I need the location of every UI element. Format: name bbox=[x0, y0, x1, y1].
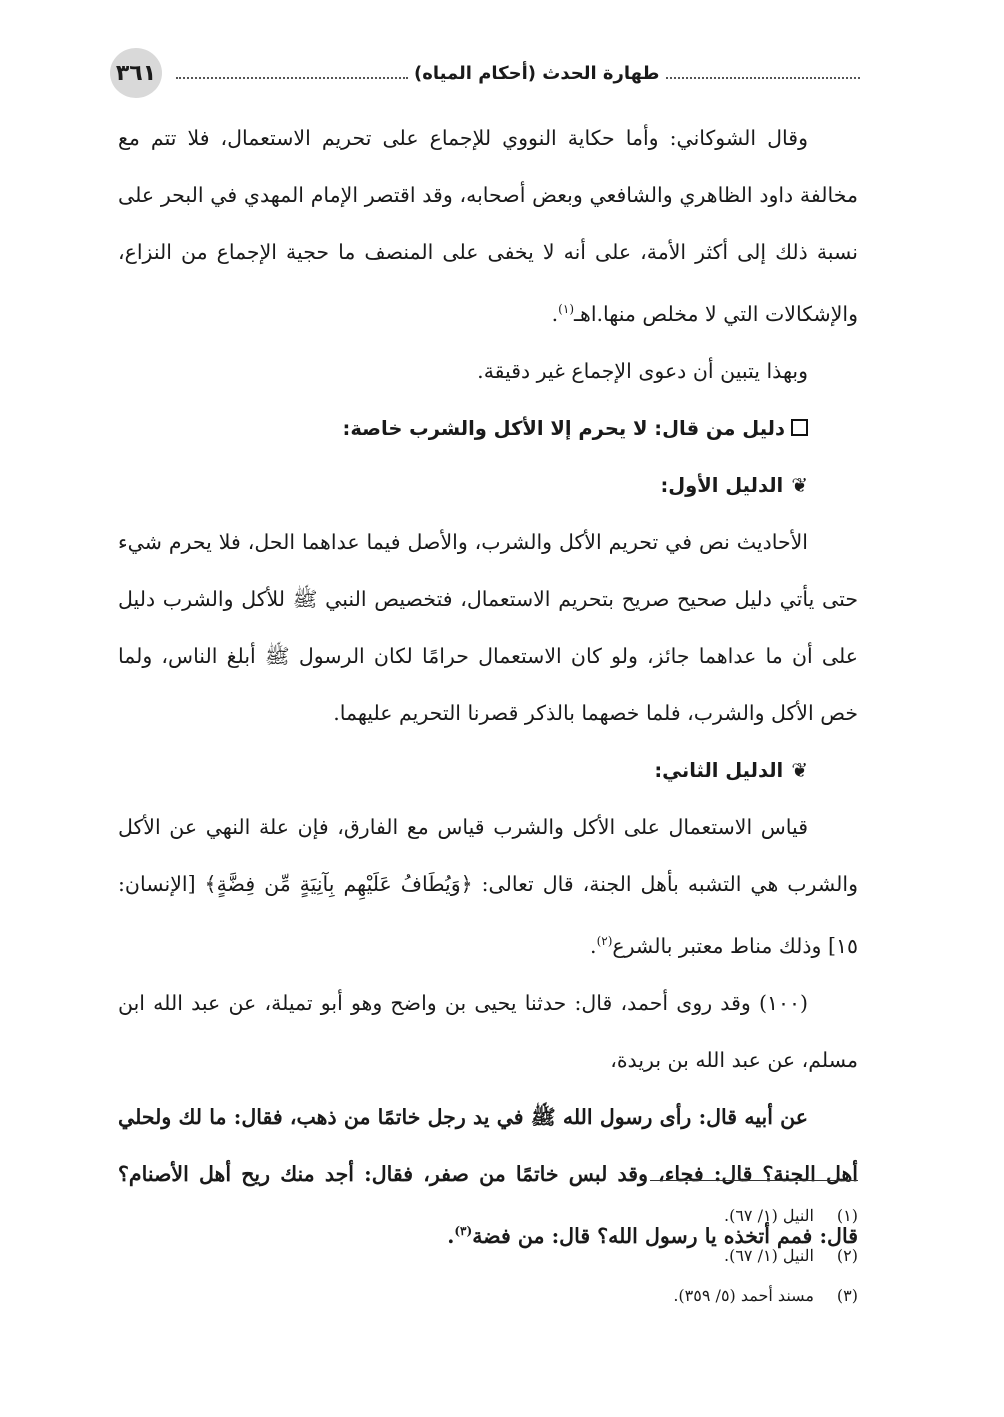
paragraph-end: . bbox=[551, 301, 559, 326]
paragraph-text: وقال الشوكاني: وأما حكاية النووي للإجماع على تحريم الاستعمال، فلا تتم مع مخالفة داود الظاهري والشافعي وبعض أصحابه، وقد اقتصر الإمام المهدي في البحر على نسبة ذلك إلى أكثر الأمة، على أنه لا يخفى على المنصف ما حجية الإجماع من النزاع، والإشكالات التي لا مخلص منها.اهـ bbox=[118, 126, 858, 326]
footnote-ref-1: (١) bbox=[558, 302, 574, 316]
paragraph-shawkani bbox=[118, 110, 858, 343]
leaf-ornament-icon: ❦ bbox=[791, 472, 808, 497]
footnote-number: (٢) bbox=[836, 1246, 858, 1265]
footnotes bbox=[500, 1196, 858, 1316]
subheading-first-evidence bbox=[118, 457, 858, 514]
header-dotted-leader-right bbox=[176, 77, 408, 79]
footnote-number: (١) bbox=[836, 1206, 858, 1225]
main-text bbox=[118, 110, 858, 1264]
paragraph-second-evidence bbox=[118, 799, 858, 975]
footnote-ref-2: (٢) bbox=[596, 933, 613, 948]
footnote-text: النيل (١/ ٦٧). bbox=[723, 1246, 814, 1265]
paragraph-hadith-chain: (١٠٠) وقد روى أحمد، قال: حدثنا يحيى بن واضح وهو أبو تميلة، عن عبد الله ابن مسلم، عن عبد الله بن بريدة، bbox=[118, 990, 858, 1072]
header-title: طهارة الحدث (أحكام المياه) bbox=[414, 62, 660, 84]
page-number: ٣٦١ bbox=[110, 48, 162, 98]
paragraph-text: عن أبيه قال: رأى رسول الله ﷺ في يد رجل خاتمًا من ذهب، فقال: ما لك ولحلي أهل الجنة؟ قال: فجاء، وقد لبس خاتمًا من صفر، فقال: أجد منك ريح أهل الأصنام؟ قال: فمم أتخذه يا رسول الله؟ قال: من فضة bbox=[118, 1104, 858, 1248]
section-heading bbox=[118, 400, 858, 457]
paragraph-end: . bbox=[447, 1223, 455, 1248]
leaf-ornament-icon: ❦ bbox=[791, 757, 808, 782]
paragraph-text: قياس الاستعمال على الأكل والشرب قياس مع الفارق، فإن علة النهي عن الأكل والشرب هي التشبه بأهل الجنة، قال تعالى: ﴿وَيُطَافُ عَلَيْهِم بِآنِيَةٍ مِّن فِضَّةٍ﴾ [الإنسان: ١٥] وذلك مناط معتبر بالشرع bbox=[118, 814, 858, 958]
subheading-text: الدليل الأول: bbox=[660, 473, 784, 497]
subheading-second-evidence bbox=[118, 742, 858, 799]
footnote-ref-3: (٣) bbox=[454, 1223, 473, 1238]
section-heading-text: دليل من قال: لا يحرم إلا الأكل والشرب خاصة: bbox=[342, 416, 785, 440]
footnote-text: مسند أحمد (٥/ ٣٥٩). bbox=[673, 1286, 814, 1305]
footnote-number: (٣) bbox=[836, 1286, 858, 1305]
footnote-separator bbox=[650, 1180, 858, 1181]
paragraph-conclusion: وبهذا يتبين أن دعوى الإجماع غير دقيقة. bbox=[477, 358, 808, 383]
footnote-item bbox=[500, 1276, 858, 1316]
paragraph-first-evidence: الأحاديث نص في تحريم الأكل والشرب، والأصل فيما عداهما الحل، فلا يحرم شيء حتى يأتي دليل صحيح صريح بتحريم الاستعمال، فتخصيص النبي ﷺ للأكل والشرب دليل على أن ما عداهما جائز، ولو كان الاستعمال حرامًا لكان الرسول ﷺ أبلغ الناس، ولما خص الأكل والشرب، فلما خصهما بالذكر قصرنا التحريم عليهما. bbox=[118, 529, 858, 725]
running-header bbox=[110, 48, 860, 98]
paragraph-end: . bbox=[590, 933, 597, 958]
footnote-item bbox=[500, 1196, 858, 1236]
footnote-item bbox=[500, 1236, 858, 1276]
header-dotted-leader-left bbox=[666, 77, 860, 79]
footnote-text: النيل (١/ ٦٧). bbox=[723, 1206, 814, 1225]
square-bullet-icon bbox=[791, 419, 808, 436]
subheading-text: الدليل الثاني: bbox=[654, 758, 784, 782]
header-title-row bbox=[176, 56, 860, 90]
